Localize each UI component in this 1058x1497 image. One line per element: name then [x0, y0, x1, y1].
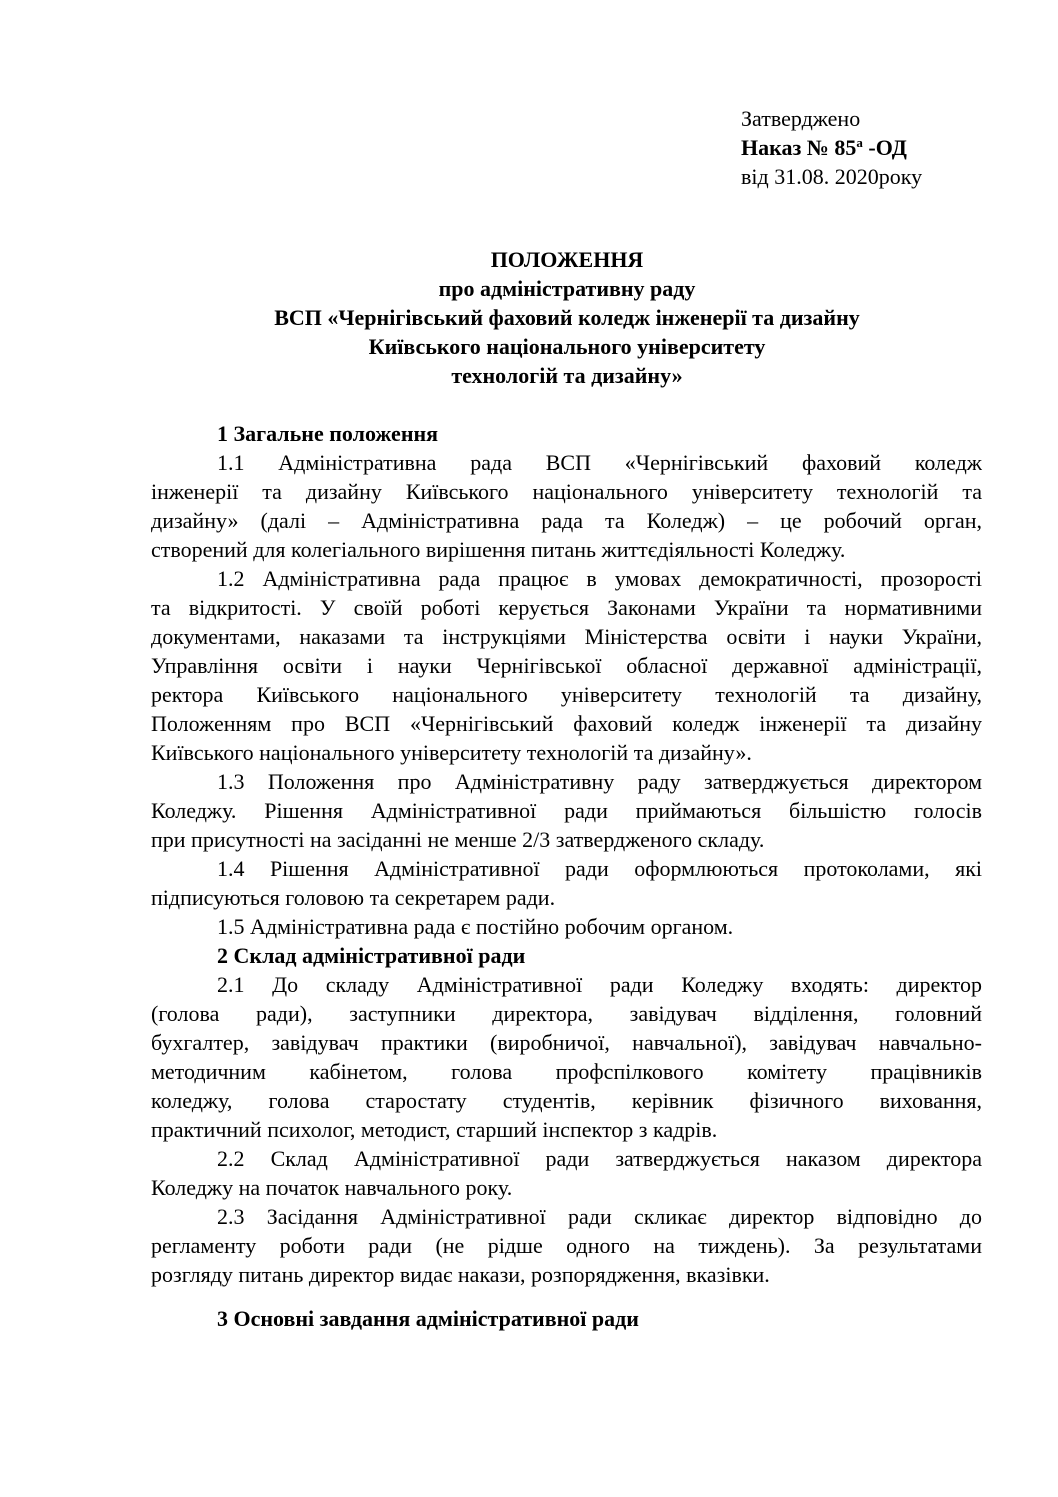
order-suffix: -ОД [862, 135, 907, 160]
paragraph-line: бухгалтер, завідувач практики (виробничої, навчальної), завідувач навчально- [151, 1030, 982, 1055]
paragraph-line: 2.3 Засідання Адміністративної ради скликає директор відповідно до [217, 1204, 982, 1229]
approved-label: Затверджено [741, 106, 861, 131]
paragraph-line: Управління освіти і науки Чернігівської обласної державної адміністрації, [151, 653, 982, 678]
paragraph-line: 1.2 Адміністративна рада працює в умовах демократичності, прозорості [217, 566, 982, 591]
approval-stamp [741, 104, 922, 191]
title-line: технологій та дизайну» [451, 363, 683, 388]
paragraph-line: документами, наказами та інструкціями Міністерства освіти і науки України, [151, 624, 982, 649]
section-heading: 2 Склад адміністративної ради [217, 943, 526, 968]
paragraph-line: практичний психолог, методист, старший інспектор з кадрів. [151, 1117, 718, 1142]
paragraph-line: 1.1 Адміністративна рада ВСП «Чернігівський фаховий коледж [217, 450, 982, 475]
paragraph-line: інженерії та дизайну Київського національного університету технологій та [151, 479, 982, 504]
paragraph-line: при присутності на засіданні не менше 2/3 затвердженого складу. [151, 827, 765, 852]
paragraph-line: 2.1 До складу Адміністративної ради Коледжу входять: директор [217, 972, 982, 997]
paragraph-line: Коледжу на початок навчального року. [151, 1175, 513, 1200]
title-main: ПОЛОЖЕННЯ [490, 247, 644, 272]
paragraph-line: (голова ради), заступники директора, завідувач відділення, головний [151, 1001, 982, 1026]
paragraph-line: 2.2 Склад Адміністративної ради затверджується наказом директора [217, 1146, 982, 1171]
section-heading: 3 Основні завдання адміністративної ради [217, 1306, 639, 1331]
paragraph-line: Київського національного університету технологій та дизайну». [151, 740, 752, 765]
paragraph-line: розгляду питань директор видає накази, розпорядження, вказівки. [151, 1262, 770, 1287]
order-prefix: Наказ № 85 [741, 135, 857, 160]
title-line: Київського національного університету [368, 334, 766, 359]
order-number [741, 133, 922, 162]
paragraph-line: підписуються головою та секретарем ради. [151, 885, 556, 910]
order-superscript: а [856, 135, 863, 150]
paragraph-line: Коледжу. Рішення Адміністративної ради приймаються більшістю голосів [151, 798, 982, 823]
title-line: ВСП «Чернігівський фаховий коледж інженерії та дизайну [274, 305, 860, 330]
paragraph-line: Положенням про ВСП «Чернігівський фаховий коледж інженерії та дизайну [151, 711, 982, 736]
paragraph-line: 1.4 Рішення Адміністративної ради оформлюються протоколами, які [217, 856, 982, 881]
paragraph-line: коледжу, голова старостату студентів, керівник фізичного виховання, [151, 1088, 982, 1113]
paragraph-line: 1.5 Адміністративна рада є постійно робочим органом. [217, 914, 734, 939]
paragraph-line: регламенту роботи ради (не рідше одного на тиждень). За результатами [151, 1233, 982, 1258]
title-line: про адміністративну раду [438, 276, 696, 301]
section-heading: 1 Загальне положення [217, 421, 439, 446]
paragraph-line: методичним кабінетом, голова профспілкового комітету працівників [151, 1059, 982, 1084]
document-title [150, 245, 984, 390]
paragraph-line: та відкритості. У своїй роботі керується Законами України та нормативними [151, 595, 982, 620]
paragraph-line: 1.3 Положення про Адміністративну раду затверджується директором [217, 769, 982, 794]
paragraph-line: ректора Київського національного університету технологій та дизайну, [151, 682, 982, 707]
order-date: від 31.08. 2020року [741, 164, 923, 189]
paragraph-line: дизайну» (далі – Адміністративна рада та Коледж) – це робочий орган, [151, 508, 982, 533]
paragraph-line: створений для колегіального вирішення питань життєдіяльності Коледжу. [151, 537, 846, 562]
